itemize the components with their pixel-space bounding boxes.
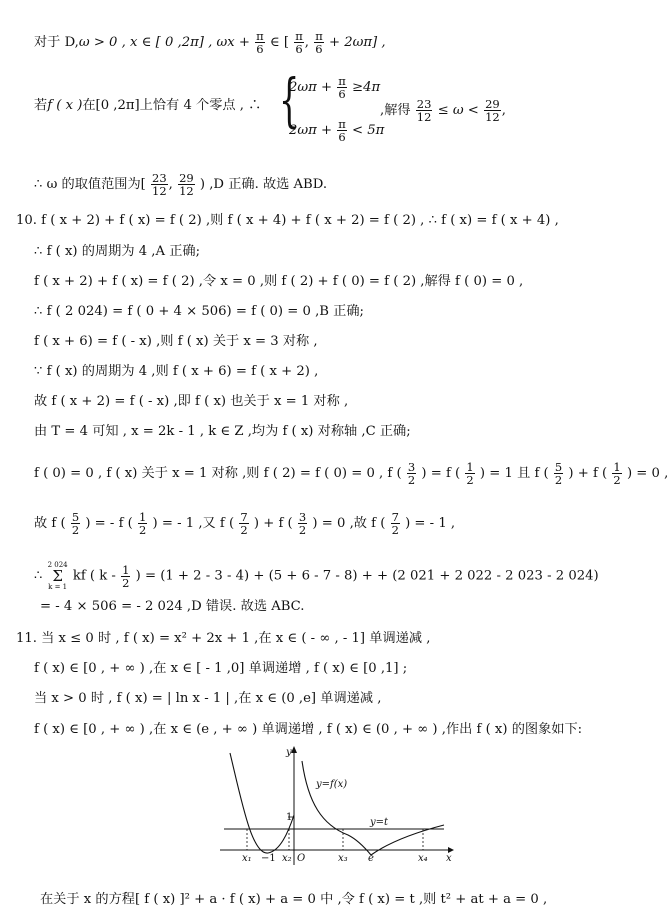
q10-line-2: ∴ f ( x) 的周期为 4 ,A 正确; [34,244,201,259]
parabola-curve [230,753,294,853]
line-zeros-condition: 若f ( x )在[0 ,2π]上恰有 4 个零点 , ∴ [34,98,262,113]
fraction: $\frac{\pi}{6}$ [315,29,323,56]
q10-line-9: f ( 0) = 0 , f ( x) 关于 x = 1 对称 ,则 f ( 2) = f ( 0) = 0 , f ( $\frac{3}{2}$ ) = f ( $\frac{1}{2}$ ) = 1 且 f ( $\frac{5}{2}$ ) + f ( $\frac{1}{2}$ ) = 0 , [34,460,668,487]
origin-label: O [297,853,306,864]
tick-x3: x₃ [338,853,348,864]
tick-x4: x₄ [418,853,428,864]
q11-line-4: f ( x) ∈ [0 , + ∞ ) ,在 x ∈ (e , + ∞ ) 单调递增 , f ( x) ∈ (0 , + ∞ ) ,作出 f ( x) 的图象如下: [34,722,583,737]
q10-line-8: 由 T = 4 可知 , x = 2k - 1 , k ∈ Z ,均为 f ( x) 对称轴 ,C 正确; [34,424,411,439]
line-solution: ,解得 $\frac{23}{12}$ ≤ ω < $\frac{29}{12}$ , [380,97,506,124]
y-axis-arrow [291,746,297,753]
fraction: $\frac{\pi}{6}$ [256,29,264,56]
line-omega-range: ∴ ω 的取值范围为[ $\frac{23}{12}$ , $\frac{29}{12}$ ) ,D 正确. 故选 ABD. [34,171,328,198]
curve-label: y=f(x) [316,779,348,790]
q11-line-1: 11. 当 x ≤ 0 时 , f ( x) = x² + 2x + 1 ,在 x ∈ ( - ∞ , - 1] 单调递减 , [16,631,431,646]
fraction: $\frac{\pi}{6}$ [295,29,303,56]
q10-line-1: 10. f ( x + 2) + f ( x) = f ( 2) ,则 f ( x + 4) + f ( x + 2) = f ( 2) , ∴ f ( x) = f ( x + 4) , [16,213,559,228]
x-label: x [446,853,452,864]
q10-line-4: ∴ f ( 2 024) = f ( 0 + 4 × 506) = f ( 0) = 0 ,B 正确; [34,304,364,319]
q10-line-11: ∴ 2 024 Σ k = 1 kf ( k - $\frac{1}{2}$ ) = (1 + 2 - 3 - 4) + (5 + 6 - 7 - 8) + + (2 021 + 2 022 - 2 023 - 2 024) [34,561,599,591]
system-brace: { [279,66,300,134]
q10-line-12: = - 4 × 506 = - 2 024 ,D 错误. 故选 ABC. [40,599,305,614]
y-label: y [286,747,292,758]
text: + 2ωπ] , [328,35,386,50]
log-curve [302,761,444,855]
function-graph [218,743,458,868]
tick-x1: x₁ [242,853,252,864]
text: ω > 0 , x ∈ [ 0 ,2π] , ωx + [78,35,250,50]
summation: 2 024 Σ k = 1 [47,561,68,591]
tick-neg1: −1 [261,853,276,864]
q10-line-5: f ( x + 6) = f ( - x) ,则 f ( x) 关于 x = 3 对称 , [34,334,318,349]
text: ∈ [ [269,35,290,50]
line-label: y=t [370,817,389,828]
text: 对于 D, [34,35,79,50]
q11-line-3: 当 x > 0 时 , f ( x) = | ln x - 1 | ,在 x ∈ (0 ,e] 单调递减 , [34,691,382,706]
q11-line-5: 在关于 x 的方程[ f ( x) ]² + a · f ( x) + a = 0 中 ,令 f ( x) = t ,则 t² + at + a = 0 , [40,892,548,907]
q10-line-7: 故 f ( x + 2) = f ( - x) ,即 f ( x) 也关于 x = 1 对称 , [34,394,349,409]
line-d-intro: 对于 D,ω > 0 , x ∈ [ 0 ,2π] , ωx + $\frac{\pi}{6}$ ∈ [ $\frac{\pi}{6}$ , $\frac{\pi}{6}$ + 2ωπ] , [34,29,386,56]
q10-line-10: 故 f ( $\frac{5}{2}$ ) = - f ( $\frac{1}{2}$ ) = - 1 ,又 f ( $\frac{7}{2}$ ) + f ( $\frac{3}{2}$ ) = 0 ,故 f ( $\frac{7}{2}$ ) = - 1 , [34,510,456,537]
one-label: 1 [286,812,293,823]
inequality-2: 2ωπ + $\frac{\pi}{6}$ < 5π [289,117,385,144]
q10-line-3: f ( x + 2) + f ( x) = f ( 2) ,令 x = 0 ,则 f ( 2) + f ( 0) = f ( 2) ,解得 f ( 0) = 0 , [34,274,524,289]
q10-line-6: ∵ f ( x) 的周期为 4 ,则 f ( x + 6) = f ( x + 2) , [34,364,319,379]
tick-e: e [368,853,374,864]
inequality-1: 2ωπ + $\frac{\pi}{6}$ ≥4π [289,74,381,101]
q11-line-2: f ( x) ∈ [0 , + ∞ ) ,在 x ∈ [ - 1 ,0] 单调递增 , f ( x) ∈ [0 ,1] ; [34,661,408,676]
tick-x2: x₂ [282,853,292,864]
